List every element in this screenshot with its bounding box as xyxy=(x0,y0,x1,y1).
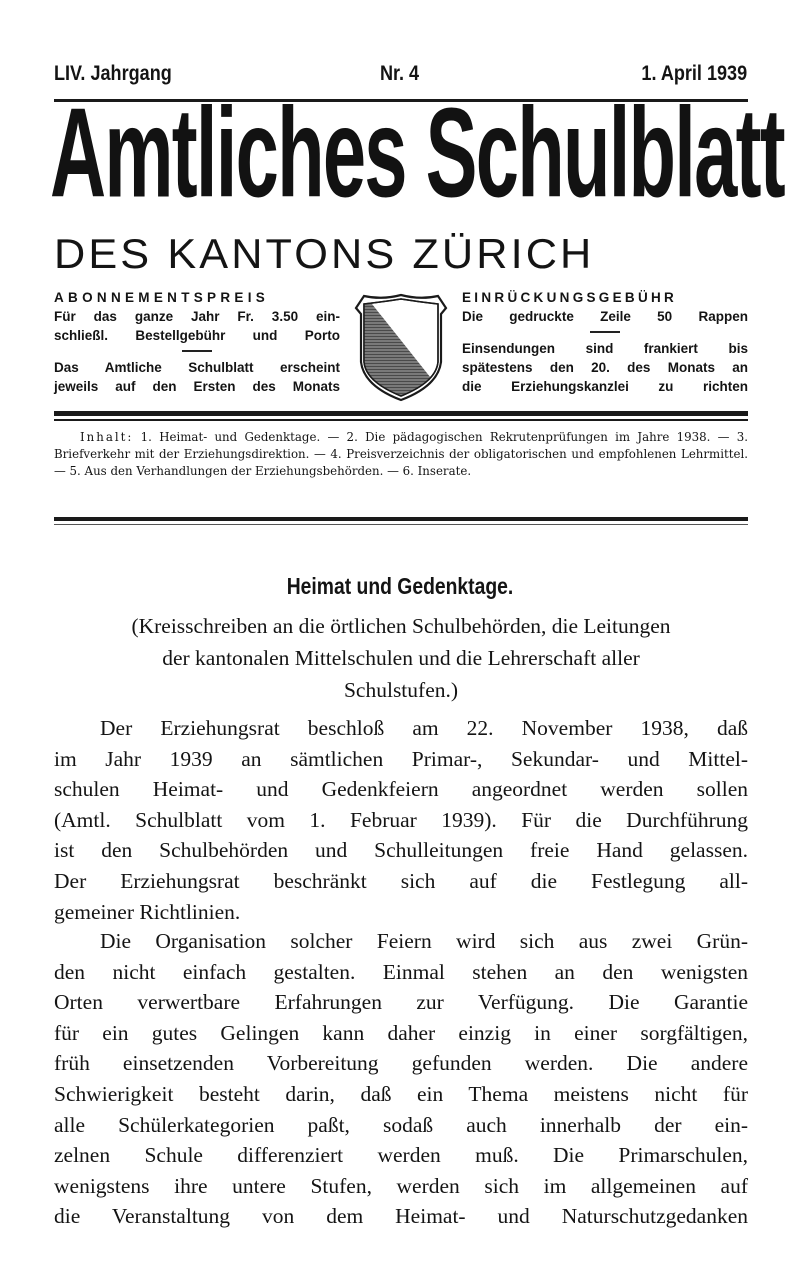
article-title: Heimat und Gedenktage. xyxy=(286,573,514,599)
text-line: früh einsetzenden Vorbereitung gefunden werden. Die andere xyxy=(54,1051,748,1076)
info-divider xyxy=(182,350,212,352)
text-line: zelnen Schule differenziert werden muß. Die Primarschulen, xyxy=(54,1143,748,1168)
submission-line-1: Einsendungen sind frankiert bis xyxy=(462,340,748,356)
text-line: alle Schülerkategorien paßt, sodaß auch innerhalb der ein- xyxy=(54,1112,748,1137)
masthead-subtitle: DES KANTONS ZÜRICH xyxy=(54,230,595,277)
submission-line-2: spätestens den 20. des Monats an xyxy=(462,359,748,375)
contents-rule-thin xyxy=(54,524,748,525)
subhead-line: (Kreisschreiben an die örtlichen Schulbehörden, die Leitungen xyxy=(131,614,671,638)
text-line: Der Erziehungsrat beschloß am 22. November 1938, daß xyxy=(100,716,748,740)
masthead-title: Amtliches Schulblatt xyxy=(50,82,784,224)
advertising-info xyxy=(462,288,748,396)
subscription-line-2: schließl. Bestellgebühr und Porto xyxy=(54,328,340,343)
contents-rule-thick xyxy=(54,517,748,521)
advertising-heading: EINRÜCKUNGSGEBÜHR xyxy=(462,290,678,305)
text-line: die Veranstaltung von dem Heimat- und Naturschutzgedanken xyxy=(54,1204,748,1229)
advertising-line-1: Die gedruckte Zeile 50 Rappen xyxy=(462,309,748,324)
text-line: Die Organisation solcher Feiern wird sich aus zwei Grün- xyxy=(100,929,748,953)
table-of-contents xyxy=(54,429,748,480)
subhead-line: Schulstufen.) xyxy=(343,678,459,702)
text-line: den nicht einfach gestalten. Einmal stehen an den wenigsten xyxy=(54,959,748,984)
issue-number: Nr. 4 xyxy=(379,62,420,85)
text-line: wenigstens ihre untere Stufen, werden sich im allgemeinen auf xyxy=(54,1173,748,1198)
text-line: (Amtl. Schulblatt vom 1. Februar 1939). Für die Durchführung xyxy=(54,807,748,832)
paragraph-1 xyxy=(54,713,748,927)
publication-line-1: Das Amtliche Schulblatt erscheint xyxy=(54,359,340,375)
text-line: im Jahr 1939 an sämtlichen Primar-, Sekundar- und Mittel- xyxy=(54,746,748,771)
zurich-shield-icon xyxy=(352,290,450,402)
text-line: schulen Heimat- und Gedenkfeiern angeordnet werden sollen xyxy=(54,777,748,802)
text-line: Der Erziehungsrat beschränkt sich auf die Festlegung all- xyxy=(54,868,748,893)
submission-line-3: die Erziehungskanzlei zu richten xyxy=(462,378,748,394)
info-divider xyxy=(590,331,620,333)
subscription-info xyxy=(54,288,340,396)
publication-line-2: jeweils auf den Ersten des Monats xyxy=(54,378,340,394)
subscription-heading: ABONNEMENTSPREIS xyxy=(54,290,270,305)
text-line: ist den Schulbehörden und Schulleitungen freie Hand gelassen. xyxy=(54,838,748,863)
text-line: Orten verwertbare Erfahrungen zur Verfügung. Die Garantie xyxy=(54,990,748,1015)
paragraph-2 xyxy=(54,926,748,1232)
masthead xyxy=(50,82,784,234)
section-rule-thick xyxy=(54,411,748,416)
volume-label: LIV. Jahrgang xyxy=(54,62,172,85)
contents-label: Inhalt: xyxy=(80,430,134,444)
subscription-line-1: Für das ganze Jahr Fr. 3.50 ein- xyxy=(54,309,340,324)
article-subhead xyxy=(54,610,748,706)
text-line: gemeiner Richtlinien. xyxy=(54,899,241,924)
text-line: für ein gutes Gelingen kann daher einzig in einer sorgfältigen, xyxy=(54,1020,748,1045)
section-rule-thin xyxy=(54,419,748,421)
issue-date: 1. April 1939 xyxy=(641,62,748,85)
subhead-line: der kantonalen Mittelschulen und die Lehrerschaft aller xyxy=(162,646,640,670)
text-line: Schwierigkeit besteht darin, daß ein Thema meistens nicht für xyxy=(54,1081,748,1106)
contents-text: 1. Heimat- und Gedenktage. — 2. Die pädagogischen Rekrutenprüfungen im Jahre 1938. — 3. Briefverkehr mit der Erziehungsdirektion. — 4. Preisverzeichnis der obligatorischen und empfohlenen Lehrmittel. — 5. Aus den Verhandlungen der Erziehungsbehörden. — 6. Inserate. xyxy=(54,430,749,478)
